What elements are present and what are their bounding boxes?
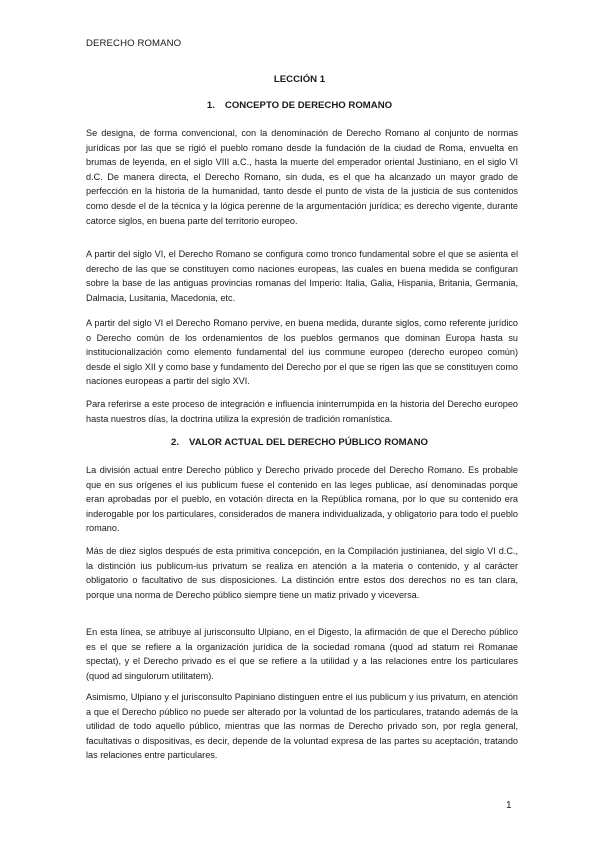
paragraph-5: La división actual entre Derecho público y Derecho privado procede del Derecho Romano. Es probable que en sus orígenes el ius publicum fuese el contenido en las leges publicae, así denominadas porque eran aprobadas por el pueblo, en votación directa en la República romana, por lo que su contenido era inderogable por los particulares, considerados de manera individualizada, y obligatorio para todo el pueblo romano.: [86, 465, 518, 534]
paragraph-6: Más de diez siglos después de esta primitiva concepción, en la Compilación justinianea, del siglo VI d.C., la distinción ius publicum-ius privatum se realiza en atención a la materia o contenido, y al carácter obligatorio o facultativo de sus disposiciones. La distinción entre estos dos derechos no es tan clara, porque una norma de Derecho público siempre tiene un matiz privado y viceversa.: [86, 546, 518, 600]
section-heading-1: [0, 100, 599, 111]
section-heading-2: [0, 437, 599, 448]
section-title: VALOR ACTUAL DEL DERECHO PÚBLICO ROMANO: [189, 437, 428, 448]
section-title: CONCEPTO DE DERECHO ROMANO: [224, 100, 393, 111]
section-number: 2.: [171, 437, 180, 448]
running-header: DERECHO ROMANO: [86, 38, 182, 49]
paragraph-4: Para referirse a este proceso de integración e influencia ininterrumpida en la historia del Derecho europeo hasta nuestros días, la doctrina utiliza la expresión de tradición romanística.: [86, 399, 518, 424]
paragraph-1: Se designa, de forma convencional, con la denominación de Derecho Romano al conjunto de normas jurídicas por las que se rigió el pueblo romano desde la fundación de la ciudad de Roma, envuelta en brumas de leyenda, en el siglo VIII a.C., hasta la muerte del emperador oriental Justiniano, en el siglo VI d.C. De manera directa, el Derecho Romano, sin duda, es el que ha alcanzado un mayor grado de perfección en la historia de la humanidad, tanto desde el punto de vista de la justicia de sus contenidos como desde el de la técnica y la lógica perenne de la argumentación jurídica; es derecho vigente, durante catorce siglos, en buena parte del territorio europeo.: [86, 128, 518, 226]
paragraph-8: Asimismo, Ulpiano y el jurisconsulto Papiniano distinguen entre el ius publicum y ius privatum, en atención a que el Derecho público no puede ser alterado por la voluntad de los particulares, tratando además de la utilidad de todo aquello público, mientras que las normas de Derecho privado son, por regla general, facultativas o dispositivas, es decir, depende de la voluntad expresa de las partes su aceptación, tratando las relaciones entre particulares.: [86, 692, 518, 761]
paragraph-3: A partir del siglo VI el Derecho Romano pervive, en buena medida, durante siglos, como referente jurídico o Derecho común de los ordenamientos de los pueblos germanos que dominan Europa hasta su institucionalización como elemento fundamental del ius commune europeo (derecho europeo común) desde el siglo XII y como base y fundamento del Derecho por el que se rigen las que se constituyen como naciones europeas a partir del siglo XVI.: [86, 318, 518, 387]
page-number: 1: [506, 800, 512, 811]
paragraph-7: En esta línea, se atribuye al jurisconsulto Ulpiano, en el Digesto, la afirmación de que el Derecho público es el que se refiere a la organización jurídica de la sociedad romana (quod ad statum rei Romanae spectat), y el Derecho privado es el que se refiere a la utilidad y a las relaciones entre los particulares (quod ad singulorum utilitatem).: [86, 627, 518, 681]
lesson-title: LECCIÓN 1: [273, 74, 326, 85]
section-number: 1.: [206, 100, 215, 111]
paragraph-2: A partir del siglo VI, el Derecho Romano se configura como tronco fundamental sobre el que se asienta el derecho de las que se constituyen como naciones europeas, las cuales en buena medida se configuran sobre la base de las antiguas provincias romanas del Imperio: Italia, Galia, Hispania, Britania, Germania, Dalmacia, Lusitania, Macedonia, etc.: [86, 249, 518, 303]
